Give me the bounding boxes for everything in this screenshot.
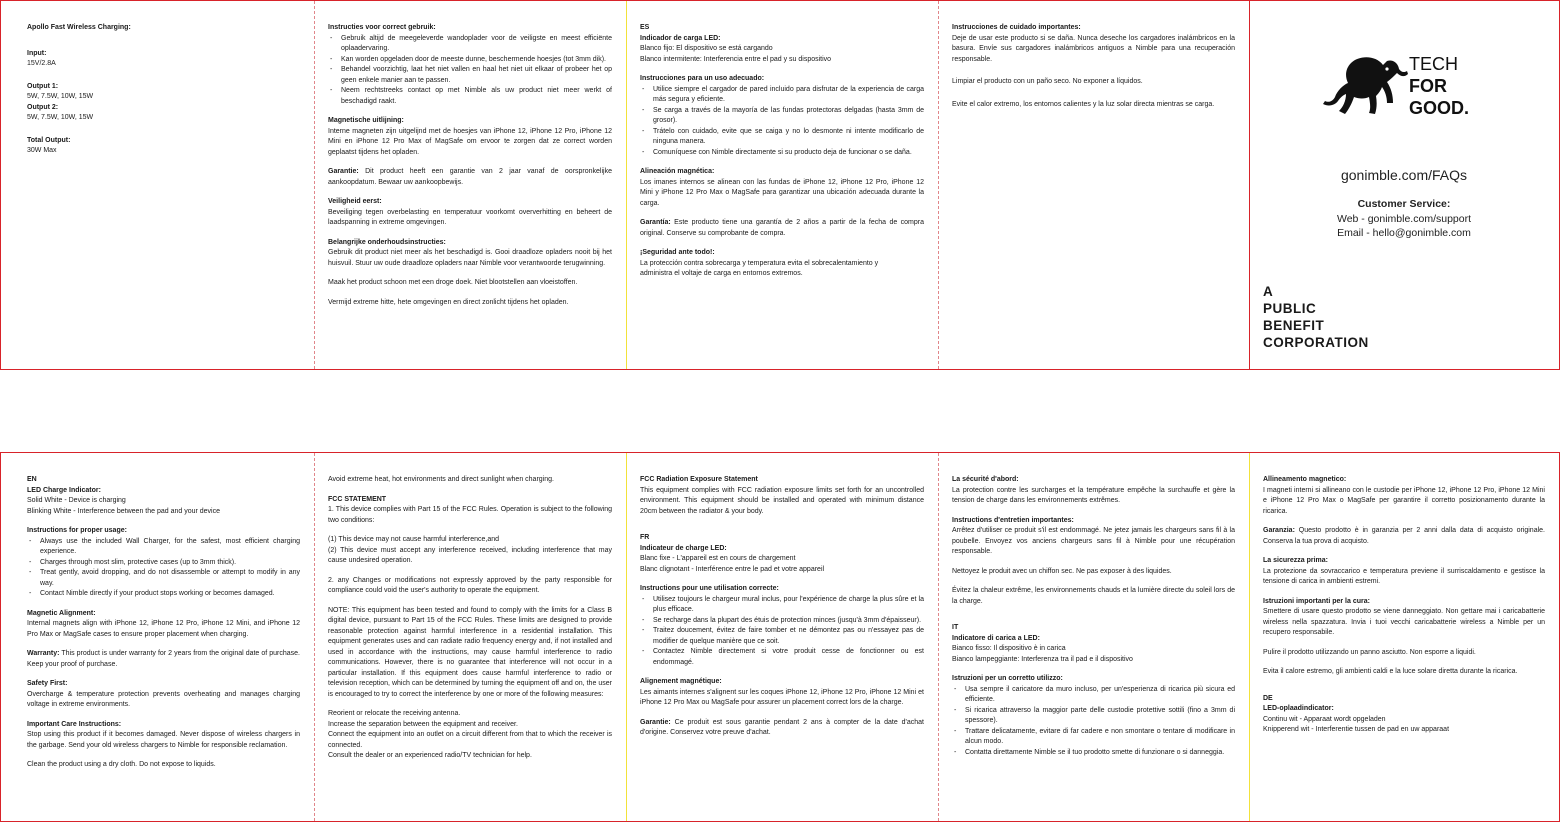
support-web: Web - gonimble.com/support (1336, 213, 1472, 225)
clean-text: Nettoyez le produit avec un chiffon sec. Ne pas exposer à des liquides. (952, 567, 1172, 575)
usage-heading: Instructions pour une utilisation correcte: (640, 585, 779, 592)
fcc-condition-1: (1) This device may not cause harmful interference,and (328, 536, 500, 543)
magnetic-heading: Alignement magnétique: (640, 678, 722, 685)
led-blinking: Blinking White - Interference between the pad and your device (27, 507, 221, 515)
warranty-text: Garantie: Dit product heeft een garantie van 2 jaar vanaf de oorspronkelijke aankoopdatum. Bewaar uw aankoopbewijs. (328, 168, 612, 186)
warranty-text: Garanzia: Questo prodotto è in garanzia per 2 anni dalla data di acquisto originale. Conserva la tua prova di acquisto. (1263, 527, 1545, 545)
led-blinking: Knipperend wit - Interferentie tussen de pad en uw apparaat (1263, 726, 1450, 733)
tech-for-good-logo (1409, 53, 1469, 119)
public-benefit-corporation (1263, 283, 1369, 351)
list-item: - Gebruik altijd de meegeleverde wandoplader voor de veiligste en meest efficiënte oplaadervaring. (336, 34, 612, 55)
magnetic-heading: Magnetic Alignment: (27, 609, 96, 617)
brand-line: TECH (1409, 54, 1458, 74)
warranty-label: Garantie: (328, 168, 359, 175)
care-heading: Important Care Instructions: (27, 720, 122, 728)
care-heading: Instrucciones de cuidado importantes: (952, 24, 1081, 31)
spanish-care-panel (938, 1, 1249, 369)
usage-list (328, 34, 612, 108)
list-item: - Utilisez toujours le chargeur mural inclus, pour l'expérience de charge la plus sûre et la plus efficace. (648, 595, 924, 616)
input-value: 15V/2.8A (27, 60, 56, 67)
list-item: - Comuníquese con Nimble directamente si su producto deja de funcionar o se daña. (648, 148, 924, 159)
language-code: IT (952, 624, 959, 631)
radiation-text: This equipment complies with FCC radiation exposure limits set forth for an uncontrolled environment. This equipment should be installed and operated with minimum distance 20cm between the radiator & your body. (640, 486, 924, 515)
list-item: - Trattare delicatamente, evitare di far cadere e non smontare o tentare di modificare in alcun modo. (960, 727, 1235, 748)
elephant-logo-icon (1321, 51, 1411, 121)
led-blinking: Bianco lampeggiante: Interferenza tra il pad e il dispositivo (952, 655, 1133, 663)
list-item: - Usa sempre il caricatore da muro incluso, per un'esperienza di ricarica più sicura ed efficiente. (960, 685, 1235, 706)
specs-panel (1, 1, 314, 369)
list-item: - Charges through most slim, protective cases (up to 3mm thick). (35, 558, 300, 569)
list-item: - Traitez doucement, évitez de faire tomber et ne démontez pas ou n'essayez pas de modifier de quelque manière que ce soit. (648, 626, 924, 647)
output2-heading: Output 2: (27, 103, 59, 111)
heat-text: Vermijd extreme hitte, hete omgevingen en direct zonlicht tijdens het opladen. (328, 298, 569, 306)
warranty-text: Garantie: Ce produit est sous garantie pendant 2 ans à compter de la date d'achat d'origine. Conservez votre preuve d'achat. (640, 718, 924, 736)
specs-title: Apollo Fast Wireless Charging: (27, 24, 131, 31)
input-heading: Input: (27, 49, 47, 57)
warranty-label: Garanzia: (1263, 527, 1295, 534)
bottom-sheet (0, 452, 1560, 822)
safety-heading: ¡Seguridad ante todo!: (640, 249, 715, 256)
safety-heading: Veiligheid eerst: (328, 198, 382, 205)
italian-panel (938, 453, 1249, 821)
led-blinking: Blanc clignotant - Interférence entre le pad et votre appareil (640, 565, 825, 573)
support-email: Email - hello@gonimble.com (1337, 227, 1471, 239)
dutch-panel (314, 1, 626, 369)
magnetic-heading: Alineación magnética: (640, 168, 715, 175)
fcc-measure: Consult the dealer or an experienced radio/TV technician for help. (328, 752, 532, 759)
safety-text: Beveiliging tegen overbelasting en temperatuur voorkomt oververhitting en beheert de laadspanning in extreme omgevingen. (328, 208, 612, 226)
warranty-label: Garantía: (640, 219, 671, 226)
led-heading: Indicador de carga LED: (640, 34, 721, 42)
language-code: ES (640, 24, 650, 31)
spanish-panel (626, 1, 938, 369)
led-heading: LED Charge Indicator: (27, 486, 101, 494)
english-panel (1, 453, 314, 821)
list-item: - Si ricarica attraverso la maggior parte delle custodie protettive sottili (fino a 3mm di spessore). (960, 706, 1235, 727)
list-item: - Utilice siempre el cargador de pared incluido para disfrutar de la experiencia de carga más segura y eficiente. (648, 85, 924, 106)
safety-text: La protección contra sobrecarga y temperatura evita el sobrecalentamiento y administra el voltaje de carga en entornos extremos. (640, 259, 879, 277)
usage-list (640, 595, 924, 669)
safety-text: La protezione da sovraccarico e temperatura previene il surriscaldamento e gestisce la tensione di carica in ambienti estremi. (1263, 567, 1545, 585)
led-solid: Blanc fixe - L'appareil est en cours de chargement (640, 555, 796, 562)
french-panel (626, 453, 938, 821)
magnetic-text: Les aimants internes s'alignent sur les coques iPhone 12, iPhone 12 Pro, iPhone 12 Mini et iPhone 12 Pro Max ou MagSafe pour assurer un placement correct lors de la charge. (640, 688, 924, 706)
magnetic-heading: Magnetische uitlijning: (328, 117, 404, 124)
led-heading: LED-oplaadindicator: (1263, 705, 1334, 712)
list-item: - Neem rechtstreeks contact op met Nimble als uw product niet meer werkt of beschadigd raakt. (336, 86, 612, 107)
heat-text: Évitez la chaleur extrême, les environnements chauds et la lumière directe du soleil lors de la charge. (952, 587, 1235, 605)
warranty-text: Warranty: This product is under warranty for 2 years from the original date of purchase. Keep your proof of purchase. (27, 650, 300, 668)
output2-value: 5W, 7.5W, 10W, 15W (27, 114, 94, 121)
care-heading: Belangrijke onderhoudsinstructies: (328, 238, 446, 246)
usage-list (952, 685, 1235, 759)
usage-heading: Istruzioni per un corretto utilizzo: (952, 675, 1063, 682)
care-text: Gebruik dit product niet meer als het beschadigd is. Gooi draadloze opladers nooit bij het huisvuil. Stuur uw oude draadloze opladers naar Nimble voor verantwoorde terugwinning. (328, 249, 612, 267)
usage-heading: Instructions for proper usage: (27, 527, 127, 534)
italian-german-panel (1249, 453, 1559, 821)
care-text: Deje de usar este producto si se daña. Nunca deseche los cargadores inalámbricos en la basura. Envíe sus cargadores inalámbricos antiguos a Nimble para una recuperación responsable. (952, 34, 1235, 63)
led-solid: Bianco fisso: Il dispositivo è in carica (952, 645, 1066, 652)
fcc-clause-1: 1. This device complies with Part 15 of the FCC Rules. Operation is subject to the following two conditions: (328, 506, 612, 524)
usage-heading: Instrucciones para un uso adecuado: (640, 75, 765, 82)
total-output-value: 30W Max (27, 147, 57, 154)
output1-heading: Output 1: (27, 82, 59, 90)
faq-url: gonimble.com/FAQs (1340, 167, 1468, 183)
list-item: - Always use the included Wall Charger, for the safest, most efficient charging experience. (35, 537, 300, 558)
warranty-label: Garantie: (640, 718, 671, 726)
list-item: - Se recharge dans la plupart des étuis de protection minces (jusqu'à 3mm d'épaisseur). (648, 616, 924, 627)
output1-value: 5W, 7.5W, 10W, 15W (27, 93, 94, 100)
heat-text: Avoid extreme heat, hot environments and direct sunlight when charging. (328, 476, 554, 483)
list-item: - Contactez Nimble directement si votre produit cesse de fonctionner ou est endommagé. (648, 647, 924, 668)
fcc-heading: FCC STATEMENT (328, 495, 387, 503)
care-heading: Instructions d'entretien importantes: (952, 516, 1074, 524)
pbc-line: PUBLIC (1263, 301, 1317, 316)
top-sheet (0, 0, 1560, 370)
brand-line: GOOD. (1409, 98, 1470, 118)
fcc-clause-2: 2. any Changes or modifications not expressly approved by the party responsible for compliance could void the user's authority to operate the equipment. (328, 576, 612, 594)
fcc-condition-2: (2) This device must accept any interference received, including interference that may cause undesired operation. (328, 546, 612, 564)
pbc-line: CORPORATION (1263, 335, 1369, 350)
led-heading: Indicatore di carica a LED: (952, 634, 1040, 642)
led-solid: Blanco fijo: El dispositivo se está cargando (640, 45, 773, 52)
usage-heading: Instructies voor correct gebruik: (328, 24, 436, 31)
safety-text: Overcharge & temperature protection prevents overheating and manages charging voltage in extreme environments. (27, 690, 300, 708)
magnetic-text: Los imanes internos se alinean con las fundas de iPhone 12, iPhone 12 Pro, iPhone 12 Mini y iPhone 12 Pro Max o MagSafe para garantizar una ubicación adecuada durante la carga. (640, 178, 924, 207)
care-text: Arrêtez d'utiliser ce produit s'il est endommagé. Ne jetez jamais les chargeurs sans fil à la poubelle. Envoyez vos anciens chargeurs sans fil à Nimble pour une récupération responsable. (952, 527, 1235, 555)
language-code: DE (1263, 694, 1273, 702)
led-solid: Continu wit - Apparaat wordt opgeladen (1263, 715, 1386, 723)
heat-text: Evite el calor extremo, los entornos calientes y la luz solar directa mientras se carga. (952, 100, 1215, 108)
list-item: - Contact Nimble directly if your product stops working or becomes damaged. (35, 589, 300, 600)
list-item: - Contatta direttamente Nimble se il tuo prodotto smette di funzionare o si danneggia. (960, 748, 1235, 759)
usage-list (27, 537, 300, 600)
care-heading: Istruzioni importanti per la cura: (1263, 597, 1370, 605)
fcc-measure: Reorient or relocate the receiving antenna. (328, 710, 461, 717)
fcc-note: NOTE: This equipment has been tested and found to comply with the limits for a Class B digital device, pursuant to Part 15 of the FCC Rules. These limits are designed to provide reasonable protection against harmful interference in a residential installation. This equipment generates uses and can radiate radio frequency energy and, if not installed and used in accordance with the instructions, may cause harmful interference to radio communications. However, there is no guarantee that interference will not occur in a particular installation. If this equipment does cause harmful interference to radio or television reception, which can be determined by turning the equipment off and on, the user is encouraged to try to correct the interference by one or more of the following measures: (328, 606, 612, 698)
language-code: EN (27, 476, 37, 483)
brand-panel (1249, 1, 1559, 369)
safety-heading: Safety First: (27, 680, 68, 687)
led-blinking: Blanco intermitente: Interferencia entre el pad y su dispositivo (640, 55, 832, 63)
pbc-line: A (1263, 284, 1274, 299)
fcc-panel (314, 453, 626, 821)
care-text: Smettere di usare questo prodotto se viene danneggiato. Non gettare mai i caricabatterie wireless nella spazzatura. Invia i tuoi vecchi caricabatterie wireless a Nimble per un recupero responsabile. (1263, 608, 1545, 636)
list-item: - Trátelo con cuidado, evite que se caiga y no lo desmonte ni intente modificarlo de ninguna manera. (648, 127, 924, 148)
warranty-text: Garantía: Este producto tiene una garantía de 2 años a partir de la fecha de compra original. Conserve su comprobante de compra. (640, 219, 924, 237)
heat-text: Evita il calore estremo, gli ambienti caldi e la luce solare diretta durante la ricarica. (1263, 668, 1518, 675)
care-text: Stop using this product if it becomes damaged. Never dispose of wireless chargers in the garbage. Send your old wireless chargers to Nimble for responsible reclamation. (27, 731, 300, 749)
clean-text: Pulire il prodotto utilizzando un panno asciutto. Non esporre a liquidi. (1263, 648, 1476, 656)
magnetic-text: I magneti interni si allineano con le custodie per iPhone 12, iPhone 12 Pro, iPhone 12 Mini e iPhone 12 Pro Max o MagSafe per garantire il corretto posizionamento durante la ricarica. (1263, 486, 1545, 515)
warranty-label: Warranty: (27, 650, 60, 657)
magnetic-text: Interne magneten zijn uitgelijnd met de hoesjes van iPhone 12, iPhone 12 Pro, iPhone 12 Mini en iPhone 12 Pro Max of MagSafe om ervoor te zorgen dat ze correct worden geplaatst tijdens het opladen. (328, 127, 612, 156)
radiation-heading: FCC Radiation Exposure Statement (640, 476, 758, 483)
magnetic-text: Internal magnets align with iPhone 12, iPhone 12 Pro, iPhone 12 Mini, and iPhone 12 Pro Max or MagSafe cases to ensure proper placement when charging. (27, 620, 300, 638)
safety-text: La protection contre les surcharges et la température empêche la surchauffe et gère la tension de charge dans les environnements extrêmes. (952, 486, 1235, 504)
customer-service-heading: Customer Service: (1357, 198, 1451, 210)
usage-list (640, 85, 924, 159)
list-item: - Kan worden opgeladen door de meeste dunne, beschermende hoesjes (tot 3mm dik). (336, 55, 612, 66)
language-code: FR (640, 534, 650, 541)
pbc-line: BENEFIT (1263, 318, 1325, 333)
list-item: - Behandel voorzichtig, laat het niet vallen en haal het niet uit elkaar of probeer het op geen enkele manier aan te passen. (336, 65, 612, 86)
led-heading: Indicateur de charge LED: (640, 544, 727, 552)
fcc-measure: Connect the equipment into an outlet on a circuit different from that to which the receiver is connected. (328, 731, 612, 749)
safety-heading: La sicurezza prima: (1263, 557, 1328, 564)
fcc-measure: Increase the separation between the equipment and receiver. (328, 720, 518, 728)
total-output-heading: Total Output: (27, 136, 71, 144)
clean-text: Maak het product schoon met een droge doek. Niet blootstellen aan vloeistoffen. (328, 279, 578, 286)
clean-text: Clean the product using a dry cloth. Do not expose to liquids. (27, 761, 216, 768)
brand-line: FOR (1409, 76, 1447, 96)
safety-heading: La sécurité d'abord: (952, 476, 1019, 483)
list-item: - Treat gently, avoid dropping, and do not disassemble or attempt to modify in any way. (35, 568, 300, 589)
led-solid: Solid White - Device is charging (27, 497, 126, 504)
clean-text: Limpiar el producto con un paño seco. No exponer a líquidos. (952, 78, 1143, 85)
magnetic-heading: Allineamento magnetico: (1263, 476, 1347, 483)
list-item: - Se carga a través de la mayoría de las fundas protectoras delgadas (hasta 3mm de grosor). (648, 106, 924, 127)
